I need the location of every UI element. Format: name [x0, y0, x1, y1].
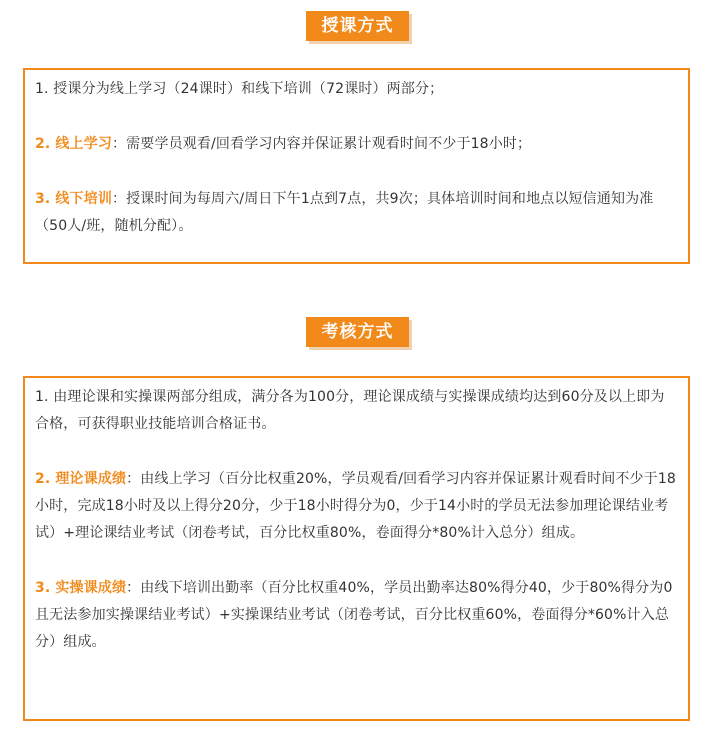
item-highlight: 线上学习: [55, 136, 112, 152]
teaching-method-box: [23, 68, 690, 264]
item-text: ：需要学员观看/回看学习内容并保证累计观看时间不少于18小时；: [112, 136, 532, 152]
assessment-method-box: [23, 376, 690, 721]
item-text: 由理论课和实操课两部分组成，满分各为100分，理论课成绩与实操课成绩均达到60分及以上即为合格，可获得职业技能培训合格证书。: [35, 389, 665, 432]
section-title-assessment-method: 考核方式: [306, 317, 409, 347]
assessment-item-1: [35, 384, 678, 438]
teaching-item-3: [35, 186, 678, 240]
item-number: 2.: [35, 471, 56, 487]
item-highlight: 实操课成绩: [55, 580, 127, 596]
item-text: ：授课时间为每周六/周日下午1点到7点，共9次；具体培训时间和地点以短信通知为准（50人/班，随机分配）。: [35, 191, 654, 234]
item-text: 授课分为线上学习（24课时）和线下培训（72课时）两部分；: [53, 81, 444, 97]
teaching-item-2: [35, 131, 678, 158]
item-number: 1.: [35, 389, 54, 405]
teaching-item-1: [35, 76, 678, 103]
item-text: ：由线下培训出勤率（百分比权重40%，学员出勤率达80%得分40，少于80%得分为0且无法参加实操课结业考试）+实操课结业考试（闭卷考试，百分比权重60%，卷面得分*60%计入总分）组成。: [35, 580, 673, 650]
item-number: 2.: [35, 136, 56, 152]
item-number: 3.: [35, 580, 56, 596]
item-number: 1.: [35, 81, 54, 97]
item-text: ：由线上学习（百分比权重20%，学员观看/回看学习内容并保证累计观看时间不少于18小时，完成18小时及以上得分20分，少于18小时得分为0，少于14小时的学员无法参加理论课结业考试）+理论课结业考试（闭卷考试，百分比权重80%，卷面得分*80%计入总分）组成。: [35, 471, 676, 541]
assessment-item-2: [35, 466, 678, 547]
section-title-teaching-method: 授课方式: [306, 11, 409, 41]
item-highlight: 线下培训: [55, 191, 112, 207]
item-number: 3.: [35, 191, 56, 207]
item-highlight: 理论课成绩: [55, 471, 127, 487]
assessment-item-3: [35, 575, 678, 656]
